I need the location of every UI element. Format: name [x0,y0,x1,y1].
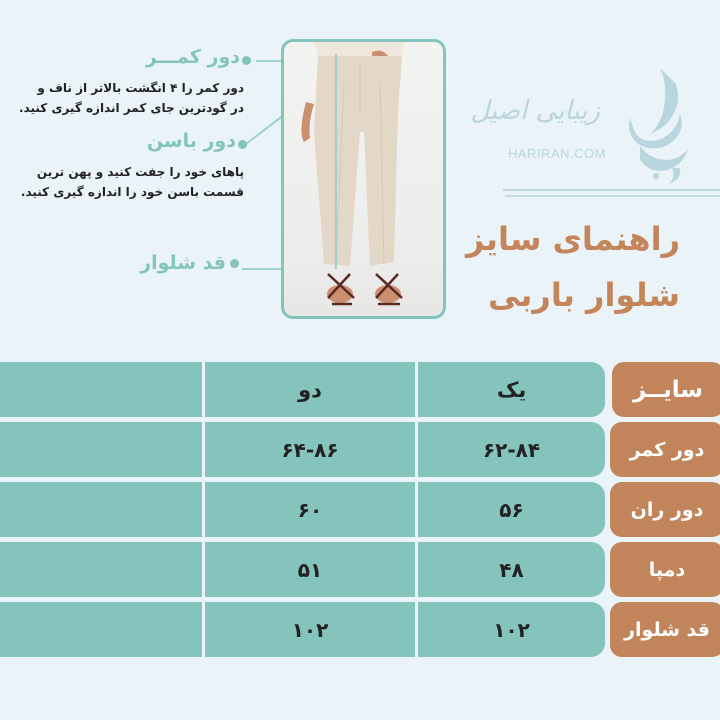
trousers-illustration [284,42,443,316]
callout-length-title: قد شلوار [140,252,226,274]
callout-waist-title: دور کمـــر [145,46,240,68]
callout-length-dot [230,259,239,268]
cell-thigh-size-3 [0,482,202,537]
cell-hem-size-1: ۴۸ [418,542,605,597]
logo-site-name: HARIRAN.COM [508,146,606,161]
cell-waist-size-2: ۶۴-۸۶ [205,422,415,477]
callout-hip-title: دور باسن [146,130,236,152]
cell-waist-size-3 [0,422,202,477]
header-divider-bottom [505,195,720,197]
callout-length-vertical-line [335,54,337,269]
row-label-size: سایــز [612,362,720,417]
header-size-3 [0,362,202,417]
row-label-thigh: دور ران [610,482,720,537]
cell-thigh-size-2: ۶۰ [205,482,415,537]
header-divider-top [503,189,720,191]
cell-length-size-2: ۱۰۲ [205,602,415,657]
callout-waist-dot [242,56,251,65]
page-title-line2: شلوار باربی [488,276,680,314]
callout-waist-desc-line2: در گودترین جای کمر اندازه گیری کنید. [19,101,244,115]
cell-waist-size-1: ۶۲-۸۴ [418,422,605,477]
row-label-length: قد شلوار [610,602,720,657]
cell-length-size-1: ۱۰۲ [418,602,605,657]
header-size-1: یک [418,362,605,417]
cell-length-size-3 [0,602,202,657]
product-photo [281,39,446,319]
callout-hip-desc-line1: پاهای خود را جفت کنید و پهن ترین [36,165,244,179]
row-label-waist: دور کمر [610,422,720,477]
cell-hem-size-3 [0,542,202,597]
page-title-line1: راهنمای سایز [466,220,680,258]
callout-waist-desc-line1: دور کمر را ۴ انگشت بالاتر از ناف و [37,81,244,95]
header-size-2: دو [205,362,415,417]
row-label-hem: دمپا [610,542,720,597]
size-table [0,362,720,662]
callout-hip-desc-line2: قسمت باسن خود را اندازه گیری کنید. [20,185,244,199]
cell-thigh-size-1: ۵۶ [418,482,605,537]
cell-hem-size-2: ۵۱ [205,542,415,597]
logo-mark-icon [610,64,700,184]
logo-tagline: زیبایی اصیل [470,96,600,126]
